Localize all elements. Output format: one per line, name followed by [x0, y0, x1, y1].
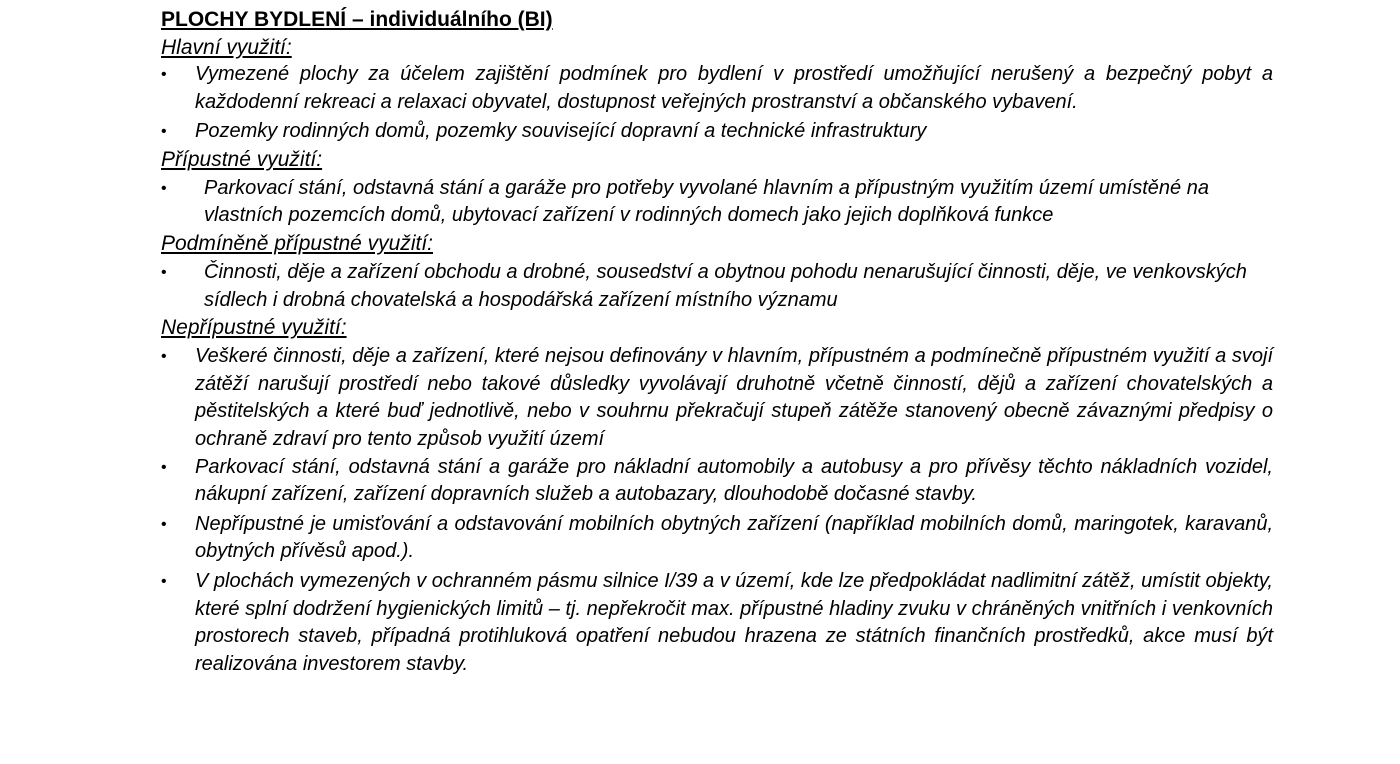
section-heading: Nepřípustné využití: — [161, 316, 347, 340]
section-heading: Přípustné využití: — [161, 147, 323, 171]
bullet-list — [161, 343, 1273, 678]
list-item-text: Parkovací stání, odstavná stání a garáže pro potřeby vyvolané hlavním a přípustným využitím území umístěné na vlastních pozemcích domů, ubytovací zařízení v rodinných domech jako jejich doplňková funkce — [204, 176, 1209, 227]
list-item-text: V plochách vymezených v ochranném pásmu silnice I/39 a v území, kde lze předpokládat nadlimitní zátěž, umístit objekty, které splní dodržení hygienických limitů – tj. nepřekročit max. přípustné hladiny zvuku v chráněných vnitřních i venkovních prostorech staveb, případná protihluková opatření nebudou hrazena ze státních finančních prostředků, akce musí být realizována investorem stavby. — [195, 569, 1273, 675]
bullet-icon: • — [161, 123, 167, 141]
list-item — [161, 568, 1273, 678]
section-main-use — [161, 34, 1273, 146]
bullet-list — [161, 259, 1273, 314]
list-item-text: Parkovací stání, odstavná stání a garáže pro nákladní automobily a autobusy a pro přívěsy těchto nákladních vozidel, nákupní zařízení, zařízení dopravních služeb a autobazary, dlouhodobě dočasné stavby. — [195, 455, 1273, 506]
bullet-list — [161, 175, 1273, 230]
section-heading: Hlavní využití: — [161, 36, 292, 59]
list-item — [161, 175, 1273, 230]
section-conditional-use — [161, 230, 1273, 314]
bullet-icon: • — [161, 66, 167, 83]
document-title: PLOCHY BYDLENÍ – individuálního (BI) — [161, 8, 553, 31]
bullet-list — [161, 61, 1273, 146]
section-permitted-use — [161, 146, 1273, 230]
bullet-icon: • — [161, 515, 167, 533]
list-item — [161, 61, 1273, 116]
list-item-text: Činnosti, děje a zařízení obchodu a drobné, sousedství a obytnou pohodu nenarušující činnosti, děje, ve venkovských sídlech i drobná chovatelská a hospodářská zařízení místního významu — [204, 260, 1247, 311]
list-item-text: Nepřípustné je umisťování a odstavování mobilních obytných zařízení (například mobilních domů, maringotek, karavanů, obytných přívěsů apod.). — [195, 512, 1273, 563]
document-page — [161, 6, 1273, 678]
list-item — [161, 454, 1273, 509]
list-item — [161, 259, 1273, 314]
list-item-text: Veškeré činnosti, děje a zařízení, které nejsou definovány v hlavním, přípustném a podmínečně přípustném využití a svojí zátěží narušují prostředí nebo takové důsledky vyvolávají druhotně včetně činností, dějů a zařízení chovatelských a pěstitelských a které buď jednotlivě, nebo v souhrnu překračují stupeň zátěže stanovený obecně závaznými předpisy o ochraně zdraví pro tento způsob využití území — [195, 345, 1273, 450]
bullet-icon: • — [161, 263, 167, 281]
list-item — [161, 118, 1273, 146]
bullet-icon: • — [161, 458, 167, 476]
list-item-text: Vymezené plochy za účelem zajištění podmínek pro bydlení v prostředí umožňující nerušený a bezpečný pobyt a každodenní rekreaci a relaxaci obyvatel, dostupnost veřejných prostranství a občanského vybavení. — [195, 63, 1273, 113]
list-item-text: Pozemky rodinných domů, pozemky související dopravní a technické infrastruktury — [195, 120, 927, 143]
bullet-icon: • — [161, 179, 167, 197]
bullet-icon: • — [161, 572, 167, 590]
list-item — [161, 511, 1273, 566]
section-prohibited-use — [161, 314, 1273, 678]
section-heading: Podmíněně přípustné využití: — [161, 231, 433, 255]
list-item — [161, 343, 1273, 453]
bullet-icon: • — [161, 348, 167, 366]
